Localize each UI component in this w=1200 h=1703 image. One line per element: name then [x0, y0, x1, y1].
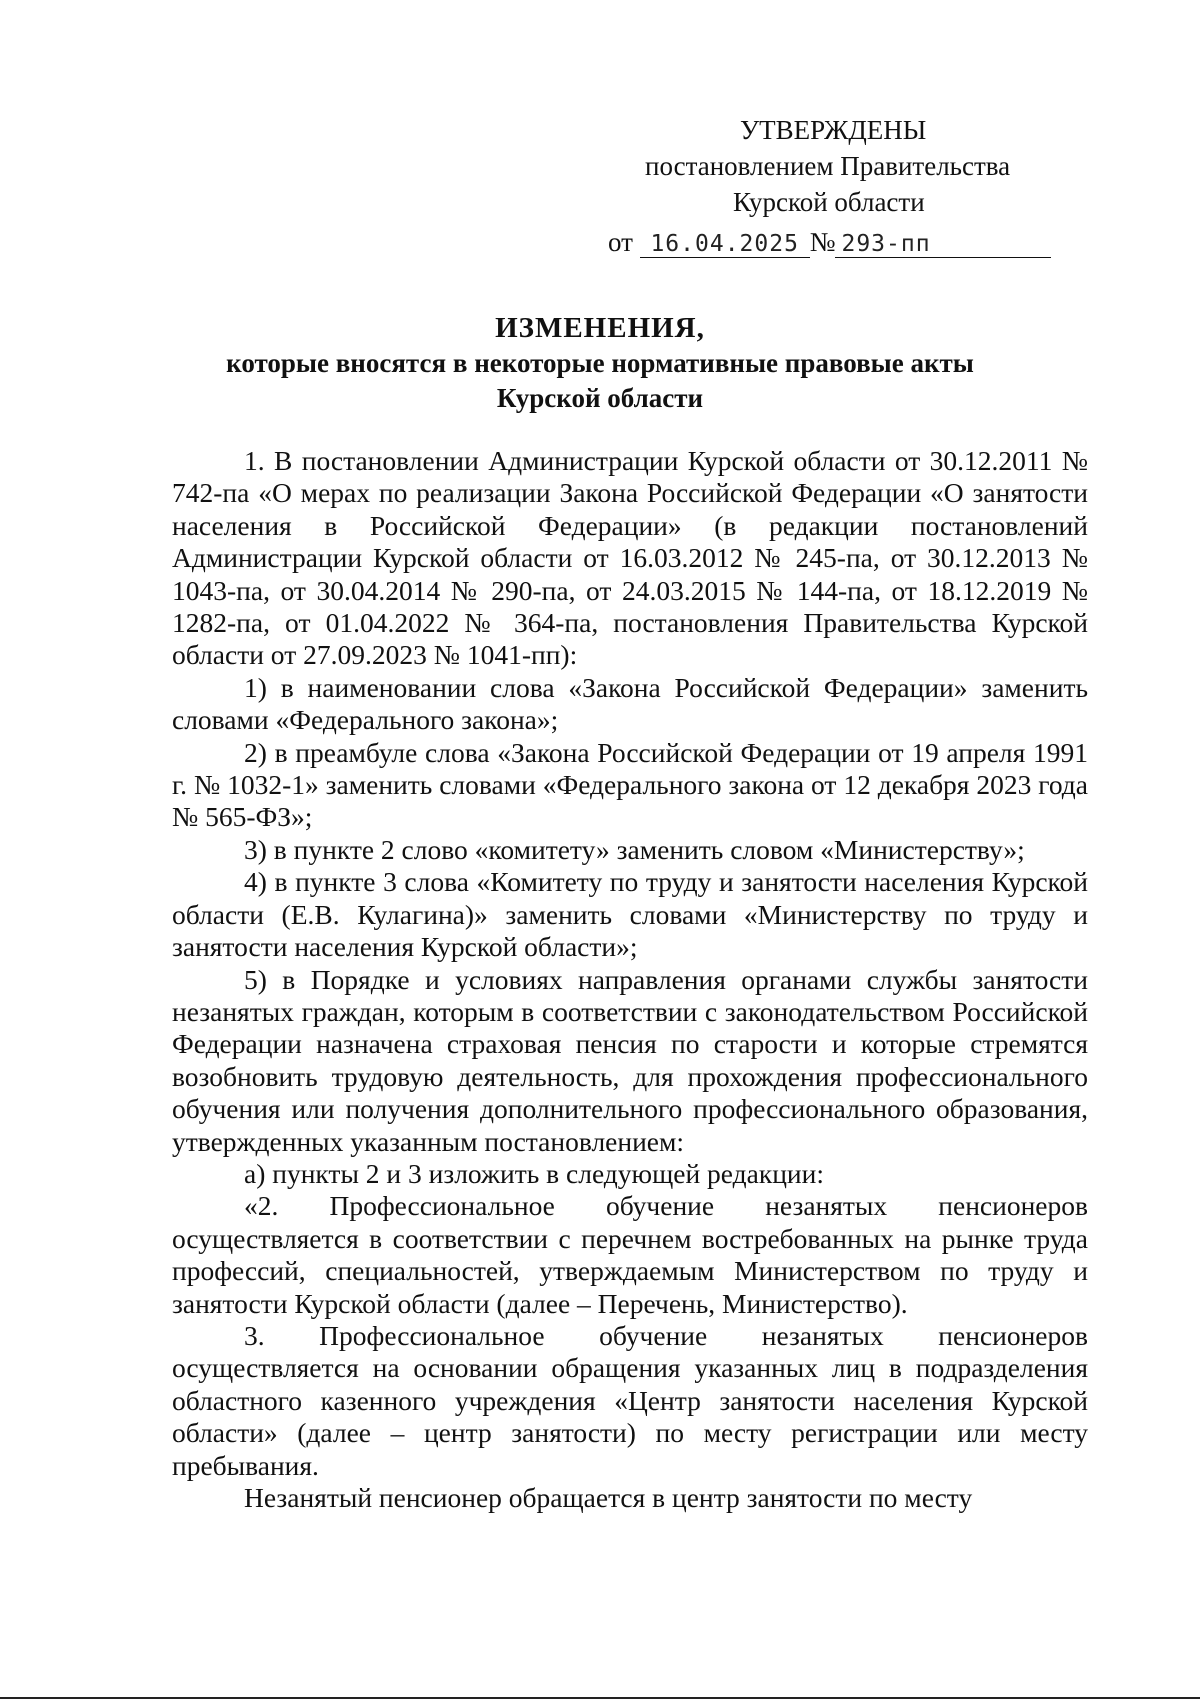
heading-line-3: Курской области — [496, 383, 704, 413]
paragraph: 5) в Порядке и условиях направления органами службы занятости незанятых граждан, которым в соответствии с законодательством Российской Федерации назначена страховая пенсия по старости и которые стремятся возобновить трудовую деятельность, для прохождения профессионального обучения или получения дополнительного профессионального образования, утвержденных указанным постановлением: — [172, 963, 1088, 1157]
approval-line-3: Курской области — [733, 187, 925, 217]
approval-block — [560, 112, 1080, 260]
paragraph: 3) в пункте 2 слово «комитету» заменить словом «Министерству»; — [244, 833, 1025, 865]
paragraph: 3. Профессиональное обучение незанятых пенсионеров осуществляется на основании обращения указанных лиц в подразделения областного казенного учреждения «Центр занятости населения Курской области» (далее – центр занятости) по месту регистрации или месту пребывания. — [172, 1319, 1088, 1481]
number-field — [835, 229, 1051, 258]
paragraph: 2) в преамбуле слова «Закона Российской Федерации от 19 апреля 1991 г. № 1032-1» заменить словами «Федерального закона от 12 декабря 2023 года № 565-ФЗ»; — [172, 736, 1088, 833]
paragraph: 4) в пункте 3 слова «Комитету по труду и занятости населения Курской области (Е.В. Кулагина)» заменить словами «Министерству по труду и занятости населения Курской области»; — [172, 866, 1088, 963]
approval-date-number — [560, 224, 1080, 260]
paragraph: 1) в наименовании слова «Закона Российской Федерации» заменить словами «Федерального закона»; — [172, 671, 1088, 736]
heading-title: ИЗМЕНЕНИЯ, — [495, 312, 705, 344]
paragraph: а) пункты 2 и 3 изложить в следующей редакции: — [244, 1157, 824, 1189]
paragraph: Незанятый пенсионер обращается в центр занятости по месту — [244, 1482, 973, 1513]
approval-title: УТВЕРЖДЕНЫ — [740, 115, 927, 145]
document-body — [172, 445, 1088, 1514]
date-field — [640, 229, 810, 258]
number-value: 293-пп — [841, 231, 931, 257]
date-value: 16.04.2025 — [650, 231, 799, 257]
paragraph: «2. Профессиональное обучение незанятых пенсионеров осуществляется в соответствии с перечнем востребованных на рынке труда профессий, специальностей, утверждаемым Министерством по труду и занятости Курской области (далее – Перечень, Министерство). — [172, 1190, 1088, 1319]
document-heading — [160, 311, 1040, 416]
paragraph: 1. В постановлении Администрации Курской области от 30.12.2011 № 742-па «О мерах по реализации Закона Российской Федерации «О занятости населения в Российской Федерации» (в редакции постановлений Администрации Курской области от 16.03.2012 № 245-па, от 30.12.2013 № 1043-па, от 30.04.2014 № 290-па, от 24.03.2015 № 144-па, от 18.12.2019 № 1282-па, от 01.04.2022 № 364-па, постановления Правительства Курской области от 27.09.2023 № 1041-пп): — [172, 445, 1088, 671]
approval-line-2: постановлением Правительства — [645, 151, 1011, 181]
date-prefix: от — [608, 227, 633, 257]
number-prefix: № — [809, 227, 836, 257]
scan-edge-divider — [0, 1697, 1200, 1699]
heading-line-2: которые вносятся в некоторые нормативные правовые акты — [226, 348, 974, 378]
